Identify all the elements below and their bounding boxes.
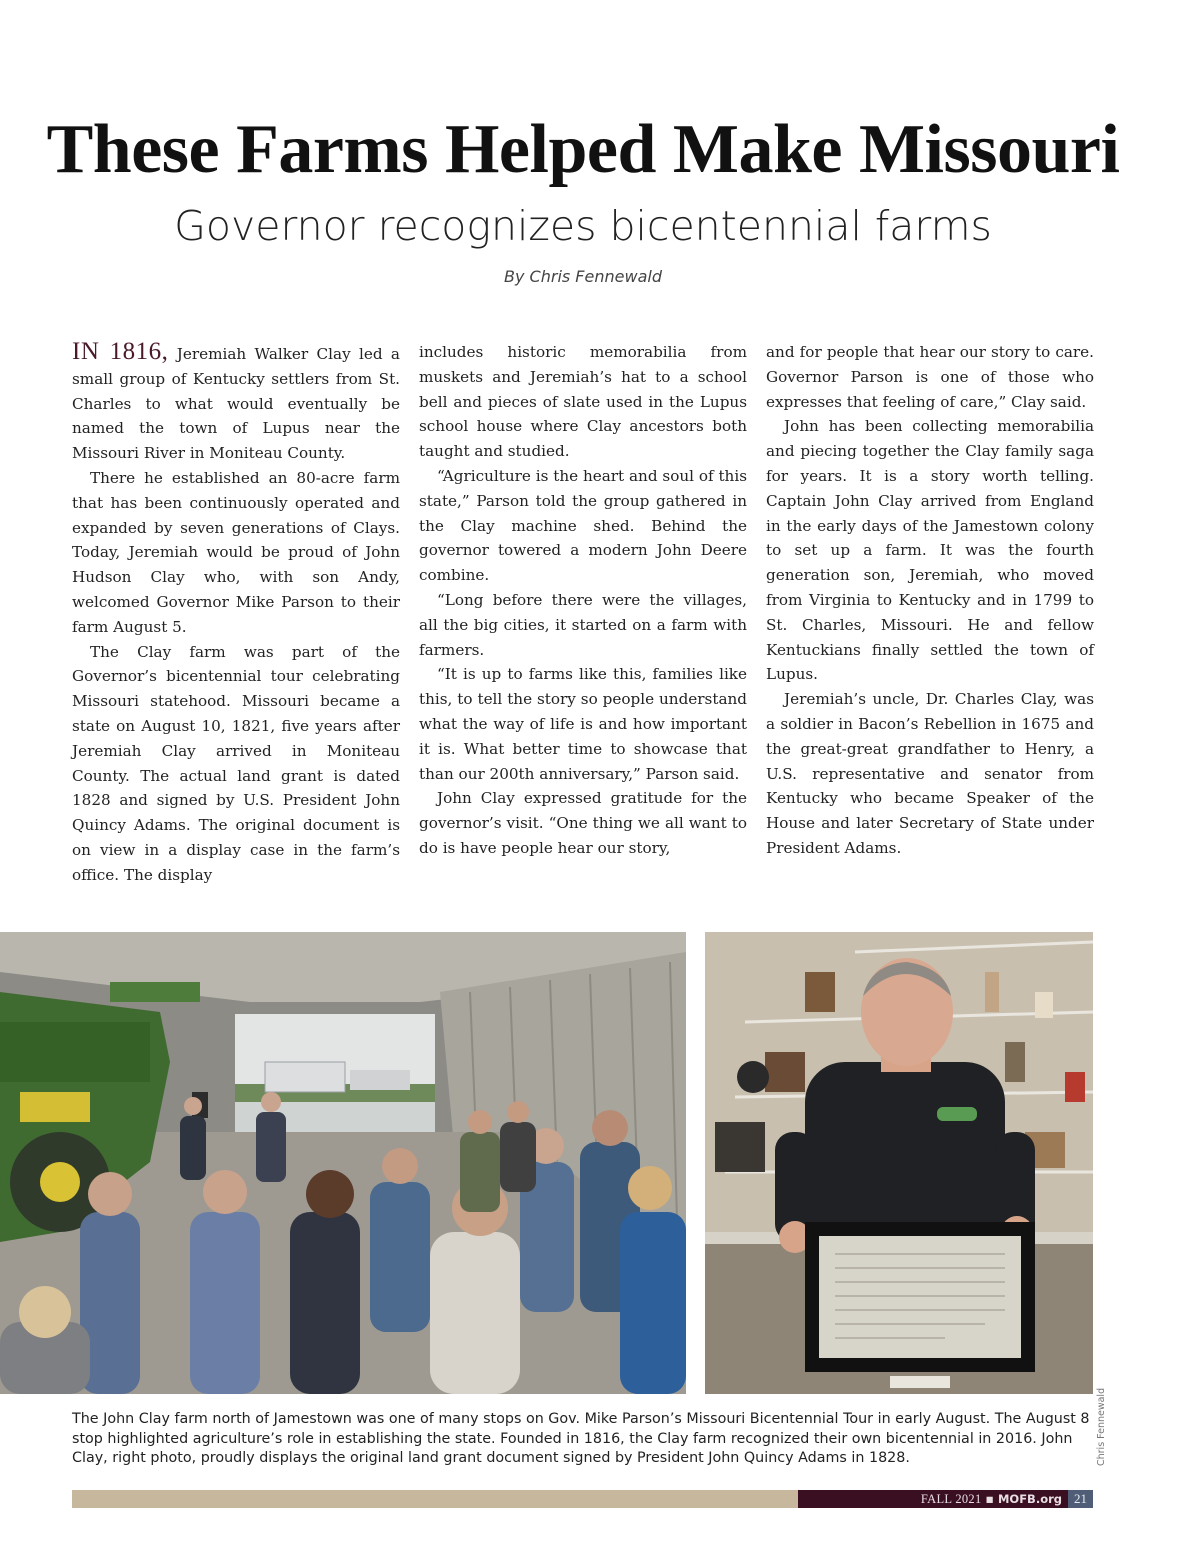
- footer-issue-tag: [798, 1490, 1068, 1508]
- paragraph: John has been collecting memorabilia and piecing together the Clay family saga for years. It is a story worth telling. Captain John Clay arrived from England in the early days of the Jamestown colony to set up a farm. It was the fourth generation son, Jeremiah, who moved from Virginia to Kentucky and in 1799 to St. Charles, Missouri. He and fellow Kentuckians finally settled the town of Lupus.: [766, 417, 1094, 684]
- paragraph: “Long before there were the villages, all the big cities, it started on a farm with farmers.: [419, 590, 747, 659]
- lead-in: IN 1816,: [72, 338, 169, 365]
- paragraph: includes historic memorabilia from muskets and Jeremiah’s hat to a school bell and pieces of slate used in the Lupus school house where Clay ancestors both taught and studied.: [419, 343, 747, 461]
- photo-john-clay-illustration: [705, 932, 1093, 1394]
- byline: By Chris Fennewald: [504, 267, 662, 286]
- subheadline: Governor recognizes bicentennial farms: [174, 202, 992, 250]
- photo-machine-shed-illustration: [0, 932, 686, 1394]
- headline: These Farms Helped Make Missouri: [46, 111, 1120, 188]
- paragraph: “It is up to farms like this, families like this, to tell the story so people understand what the way of life is and how important it is. What better time to showcase that than our 200th anniversary,” Parson said.: [419, 665, 747, 783]
- article-column-1: [72, 340, 400, 888]
- paragraph: Jeremiah’s uncle, Dr. Charles Clay, was a soldier in Bacon’s Rebellion in 1675 and the great-great grandfather to Henry, a U.S. representative and senator from Kentucky who became Speaker of the House and later Secretary of State under President Adams.: [766, 690, 1094, 857]
- paragraph: “Agriculture is the heart and soul of this state,” Parson told the group gathered in the Clay machine shed. Behind the governor towered a modern John Deere combine.: [419, 466, 747, 585]
- paragraph: and for people that hear our story to care. Governor Parson is one of those who expresses that feeling of care,” Clay said.: [766, 343, 1094, 411]
- footer-bar: [72, 1490, 798, 1508]
- paragraph: [72, 340, 400, 466]
- paragraph-text: Jeremiah Walker Clay led a small group of Kentucky settlers from St. Charles to what would eventually be named the town of Lupus near the Missouri River in Moniteau County.: [72, 345, 400, 463]
- footer-separator: ▪: [985, 1491, 994, 1506]
- photo-john-clay-land-grant: [705, 932, 1093, 1394]
- paragraph: There he established an 80-acre farm that has been continuously operated and expanded by seven generations of Clays. Today, Jeremiah would be proud of John Hudson Clay who, with son Andy, welcomed Governor Mike Parson to their farm August 5.: [72, 468, 400, 636]
- footer-issue: FALL 2021: [920, 1492, 982, 1506]
- footer-site-link[interactable]: MOFB.org: [997, 1492, 1062, 1506]
- paragraph: The Clay farm was part of the Governor’s bicentennial tour celebrating Missouri statehood. Missouri became a state on August 10, 1821, five years after Jeremiah Clay arrived in Moniteau County. The actual land grant is dated 1828 and signed by U.S. President John Quincy Adams. The original document is on view in a display case in the farm’s office. The display: [72, 642, 400, 884]
- photo-credit-text: Chris Fennewald: [1096, 1387, 1107, 1466]
- page-number: 21: [1068, 1490, 1093, 1508]
- article-column-2: [419, 340, 747, 861]
- paragraph: John Clay expressed gratitude for the governor’s visit. “One thing we all want to do is have people hear our story,: [419, 789, 747, 857]
- photo-caption: The John Clay farm north of Jamestown was one of many stops on Gov. Mike Parson’s Missouri Bicentennial Tour in early August. The August 8 stop highlighted agriculture’s role in establishing the state. Founded in 1816, the Clay farm recognized their own bicentennial in 2016. John Clay, right photo, proudly displays the original land grant document signed by President John Quincy Adams in 1828.: [72, 1411, 1090, 1466]
- photo-machine-shed-crowd: [0, 932, 686, 1394]
- article-column-3: [766, 340, 1094, 861]
